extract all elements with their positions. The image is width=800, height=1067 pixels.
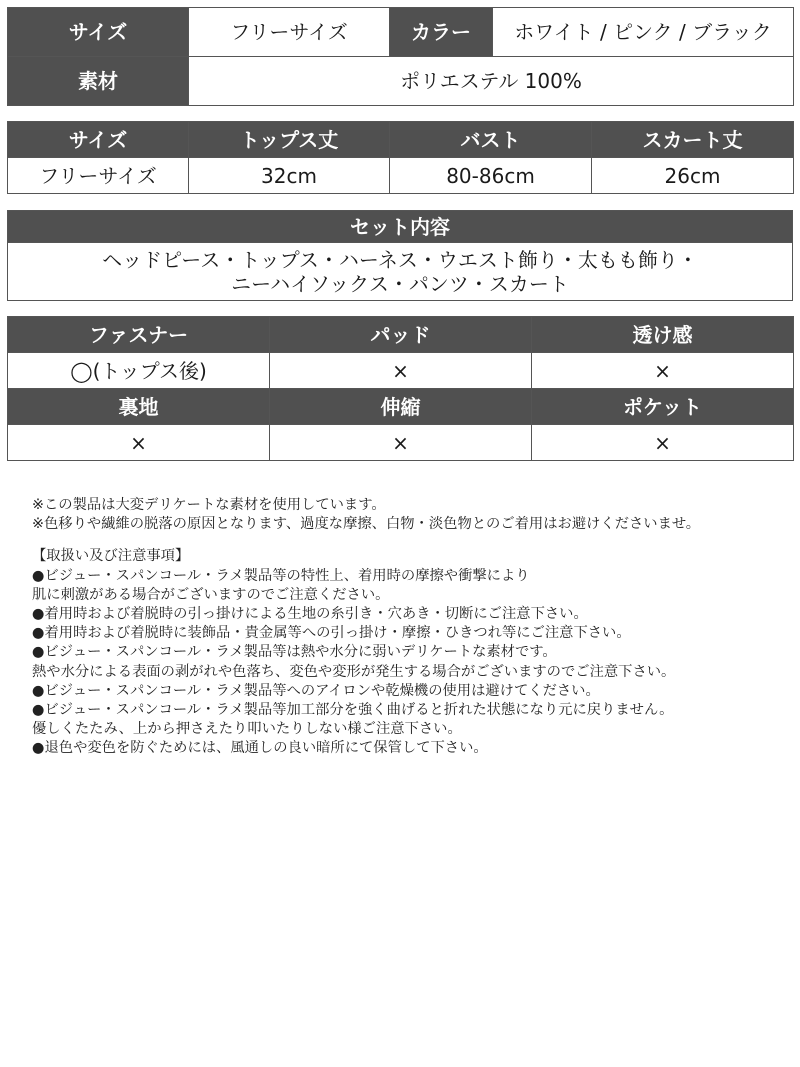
- sheerness-label: 透け感: [532, 317, 794, 353]
- set-contents-body: [8, 243, 793, 301]
- pad-label: パッド: [270, 317, 532, 353]
- set-contents-line-1: ヘッドピース・トップス・ハーネス・ウエスト飾り・太もも飾り・: [102, 247, 698, 272]
- zipper-value: ◯(トップス後): [8, 353, 270, 389]
- features-header-row-2: [8, 389, 794, 425]
- pocket-label: ポケット: [532, 389, 794, 425]
- lining-value: ×: [8, 425, 270, 461]
- care-notes: [32, 496, 792, 759]
- set-contents-header-row: [8, 211, 793, 243]
- features-table: [7, 316, 794, 461]
- size-label: サイズ: [8, 8, 189, 57]
- size-table: [7, 121, 794, 194]
- size-header-skirt-length: スカート丈: [592, 122, 794, 158]
- size-value-skirt-length: 26cm: [592, 158, 794, 194]
- size-header-top-length: トップス丈: [189, 122, 390, 158]
- care-line: ●ビジュー・スパンコール・ラメ製品等加工部分を強く曲げると折れた状態になり元に戻りません。: [32, 702, 674, 719]
- size-value-size: フリーサイズ: [8, 158, 189, 194]
- care-line: ●ビジュー・スパンコール・ラメ製品等は熱や水分に弱いデリケートな素材です。: [32, 644, 557, 661]
- size-color-row: [8, 8, 794, 57]
- size-table-value-row: [8, 158, 794, 194]
- size-value: フリーサイズ: [189, 8, 390, 57]
- material-value: ポリエステル 100%: [189, 57, 794, 106]
- care-line: ●着用時および着脱時の引っ掛けによる生地の糸引き・穴あき・切断にご注意下さい。: [32, 606, 588, 623]
- care-title: 【取扱い及び注意事項】: [32, 548, 190, 565]
- care-line: ●ビジュー・スパンコール・ラメ製品等の特性上、着用時の摩擦や衝撃により: [32, 567, 530, 584]
- note-intro-1: ※この製品は大変デリケートな素材を使用しています。: [32, 497, 386, 513]
- pad-value: ×: [270, 353, 532, 389]
- care-line: ●退色や変色を防ぐためには、風通しの良い暗所にて保管して下さい。: [32, 740, 488, 757]
- care-line: ●着用時および着脱時に装飾品・貴金属等への引っ掛け・摩擦・ひきつれ等にご注意下さい。: [32, 625, 631, 642]
- color-value: ホワイト / ピンク / ブラック: [493, 8, 794, 57]
- note-intro-2: ※色移りや繊維の脱落の原因となります、過度な摩擦、白物・淡色物とのご着用はお避けくださいませ。: [32, 516, 701, 533]
- care-line: 肌に刺激がある場合がございますのでご注意ください。: [32, 586, 390, 603]
- care-line: 熱や水分による表面の剥がれや色落ち、変色や変形が発生する場合がございますのでご注意下さい。: [32, 663, 676, 680]
- stretch-label: 伸縮: [270, 389, 532, 425]
- pocket-value: ×: [532, 425, 794, 461]
- features-value-row-1: [8, 353, 794, 389]
- care-line: 優しくたたみ、上から押さえたり叩いたりしない様ご注意下さい。: [32, 721, 462, 738]
- size-value-top-length: 32cm: [189, 158, 390, 194]
- features-value-row-2: [8, 425, 794, 461]
- material-label: 素材: [8, 57, 189, 106]
- color-label: カラー: [390, 8, 493, 57]
- set-contents-body-row: [8, 243, 793, 301]
- set-contents-table: [7, 210, 793, 301]
- care-line: ●ビジュー・スパンコール・ラメ製品等へのアイロンや乾燥機の使用は避けてください。: [32, 682, 600, 699]
- set-contents-line-2: ニーハイソックス・パンツ・スカート: [231, 271, 569, 296]
- size-table-header-row: [8, 122, 794, 158]
- size-header-size: サイズ: [8, 122, 189, 158]
- material-row: [8, 57, 794, 106]
- basic-info-table: [7, 7, 794, 106]
- sheerness-value: ×: [532, 353, 794, 389]
- set-contents-header: セット内容: [8, 211, 793, 243]
- zipper-label: ファスナー: [8, 317, 270, 353]
- size-header-bust: バスト: [390, 122, 592, 158]
- stretch-value: ×: [270, 425, 532, 461]
- size-value-bust: 80-86cm: [390, 158, 592, 194]
- lining-label: 裏地: [8, 389, 270, 425]
- features-header-row-1: [8, 317, 794, 353]
